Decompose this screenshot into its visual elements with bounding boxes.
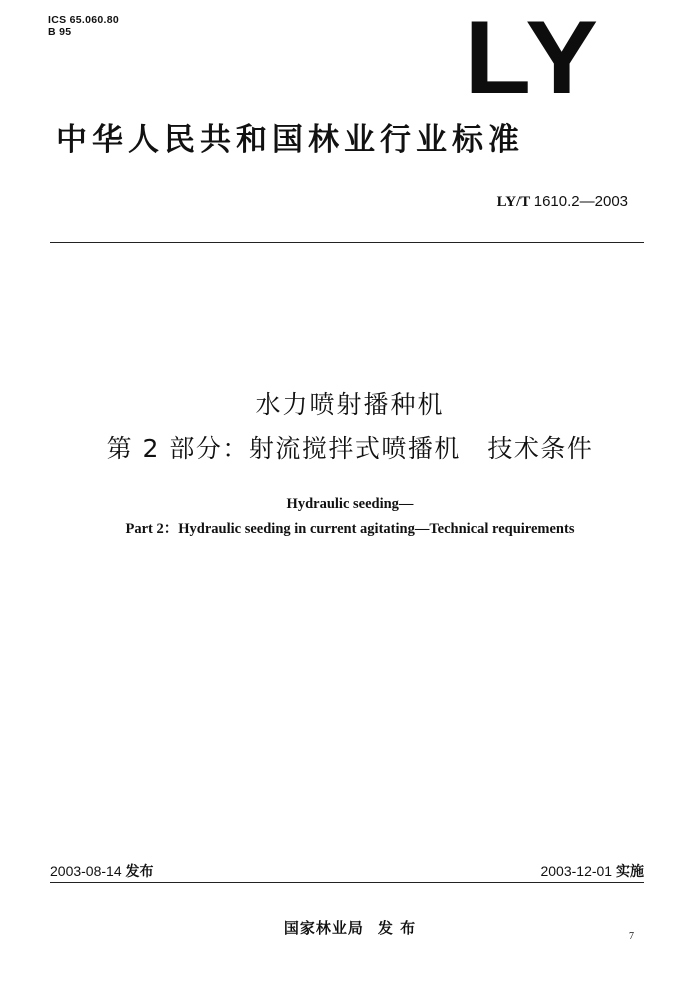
ics-code: ICS 65.060.80 — [48, 14, 120, 26]
chinese-title-line1: 水力喷射播种机 — [255, 390, 445, 419]
issue-date — [50, 862, 154, 881]
issue-date-label: 发布 — [125, 864, 154, 880]
category-code: B 95 — [48, 26, 72, 38]
issuer-action: 发 布 — [377, 919, 417, 937]
standard-title: 中华人民共和国林业行业标准 — [56, 122, 524, 158]
effective-date-value: 2003-12-01 — [540, 863, 613, 879]
issue-date-value: 2003-08-14 — [50, 863, 122, 879]
effective-date — [540, 862, 644, 881]
standard-code — [497, 193, 628, 211]
bottom-divider — [50, 882, 644, 883]
effective-date-label: 实施 — [616, 864, 644, 880]
issuer-name: 国家林业局 — [283, 919, 364, 937]
classification-block — [48, 14, 119, 38]
top-divider — [50, 242, 644, 243]
standard-code-prefix: LY/T — [496, 194, 530, 210]
chinese-title-line2: 第 2 部分：射流搅拌式喷播机 技术条件 — [106, 434, 594, 463]
standard-code-number: 1610.2—2003 — [533, 193, 628, 210]
english-title-line2: Part 2：Hydraulic seeding in current agitating—Technical requirements — [125, 521, 575, 537]
ly-logo: LY — [464, 0, 602, 116]
issuing-authority — [0, 918, 700, 938]
english-title-line1: Hydraulic seeding— — [286, 496, 414, 512]
page-number: 7 — [629, 931, 634, 942]
